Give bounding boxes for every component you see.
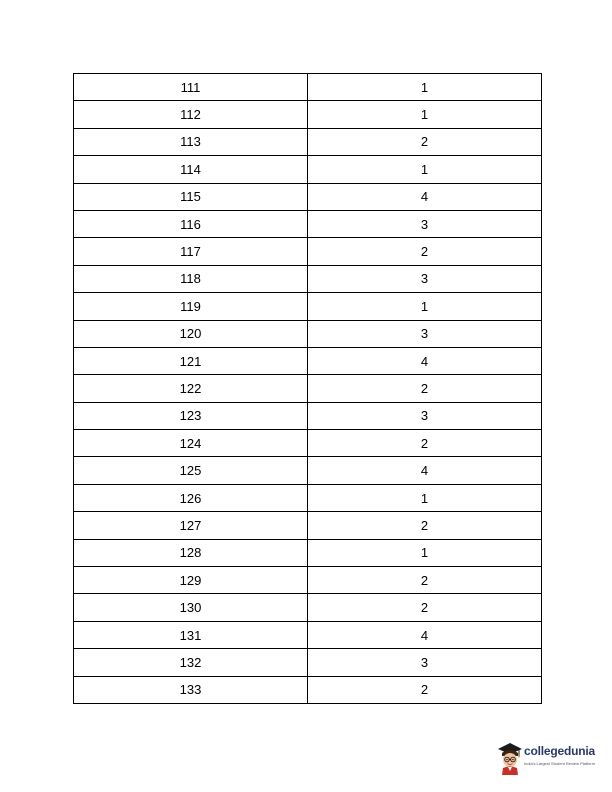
question-number-cell: 117 bbox=[74, 238, 308, 265]
table-row bbox=[74, 594, 542, 621]
table-row bbox=[74, 74, 542, 101]
question-number-cell: 112 bbox=[74, 101, 308, 128]
answer-option-cell: 3 bbox=[308, 265, 542, 292]
table-row bbox=[74, 512, 542, 539]
question-number-cell: 121 bbox=[74, 347, 308, 374]
answer-option-cell: 2 bbox=[308, 238, 542, 265]
table-row bbox=[74, 567, 542, 594]
answer-option-cell: 1 bbox=[308, 156, 542, 183]
answer-option-cell: 4 bbox=[308, 347, 542, 374]
table-row bbox=[74, 101, 542, 128]
table-row bbox=[74, 402, 542, 429]
answer-option-cell: 4 bbox=[308, 457, 542, 484]
table-row bbox=[74, 676, 542, 703]
table-row bbox=[74, 621, 542, 648]
question-number-cell: 124 bbox=[74, 430, 308, 457]
question-number-cell: 123 bbox=[74, 402, 308, 429]
answer-option-cell: 3 bbox=[308, 649, 542, 676]
table-row bbox=[74, 457, 542, 484]
answer-option-cell: 4 bbox=[308, 183, 542, 210]
table-row bbox=[74, 293, 542, 320]
answer-option-cell: 1 bbox=[308, 539, 542, 566]
question-number-cell: 113 bbox=[74, 128, 308, 155]
table-row bbox=[74, 128, 542, 155]
answer-option-cell: 2 bbox=[308, 512, 542, 539]
table-row bbox=[74, 238, 542, 265]
answer-option-cell: 2 bbox=[308, 430, 542, 457]
table-row bbox=[74, 183, 542, 210]
answer-option-cell: 2 bbox=[308, 676, 542, 703]
answer-option-cell: 2 bbox=[308, 375, 542, 402]
logo-wordmark: collegedunia bbox=[524, 744, 595, 758]
question-number-cell: 130 bbox=[74, 594, 308, 621]
answer-option-cell: 2 bbox=[308, 567, 542, 594]
answer-option-cell: 4 bbox=[308, 621, 542, 648]
table-row bbox=[74, 539, 542, 566]
question-number-cell: 119 bbox=[74, 293, 308, 320]
question-number-cell: 114 bbox=[74, 156, 308, 183]
question-number-cell: 120 bbox=[74, 320, 308, 347]
table-row bbox=[74, 265, 542, 292]
answer-key-table-body bbox=[74, 74, 542, 704]
question-number-cell: 126 bbox=[74, 484, 308, 511]
question-number-cell: 118 bbox=[74, 265, 308, 292]
table-row bbox=[74, 484, 542, 511]
answer-option-cell: 2 bbox=[308, 128, 542, 155]
question-number-cell: 125 bbox=[74, 457, 308, 484]
question-number-cell: 116 bbox=[74, 210, 308, 237]
answer-option-cell: 1 bbox=[308, 74, 542, 101]
answer-option-cell: 1 bbox=[308, 293, 542, 320]
question-number-cell: 131 bbox=[74, 621, 308, 648]
collegedunia-logo bbox=[497, 738, 612, 778]
answer-option-cell: 3 bbox=[308, 402, 542, 429]
question-number-cell: 115 bbox=[74, 183, 308, 210]
question-number-cell: 128 bbox=[74, 539, 308, 566]
question-number-cell: 133 bbox=[74, 676, 308, 703]
answer-key-table bbox=[73, 73, 542, 704]
answer-option-cell: 2 bbox=[308, 594, 542, 621]
question-number-cell: 122 bbox=[74, 375, 308, 402]
table-row bbox=[74, 347, 542, 374]
table-row bbox=[74, 430, 542, 457]
table-row bbox=[74, 649, 542, 676]
logo-tagline: India's Largest Student Review Platform bbox=[524, 761, 596, 766]
table-row bbox=[74, 156, 542, 183]
answer-option-cell: 3 bbox=[308, 320, 542, 347]
answer-option-cell: 1 bbox=[308, 484, 542, 511]
table-row bbox=[74, 375, 542, 402]
table-row bbox=[74, 320, 542, 347]
question-number-cell: 129 bbox=[74, 567, 308, 594]
answer-option-cell: 1 bbox=[308, 101, 542, 128]
table-row bbox=[74, 210, 542, 237]
question-number-cell: 111 bbox=[74, 74, 308, 101]
question-number-cell: 132 bbox=[74, 649, 308, 676]
answer-option-cell: 3 bbox=[308, 210, 542, 237]
student-mascot-icon bbox=[497, 741, 523, 775]
question-number-cell: 127 bbox=[74, 512, 308, 539]
